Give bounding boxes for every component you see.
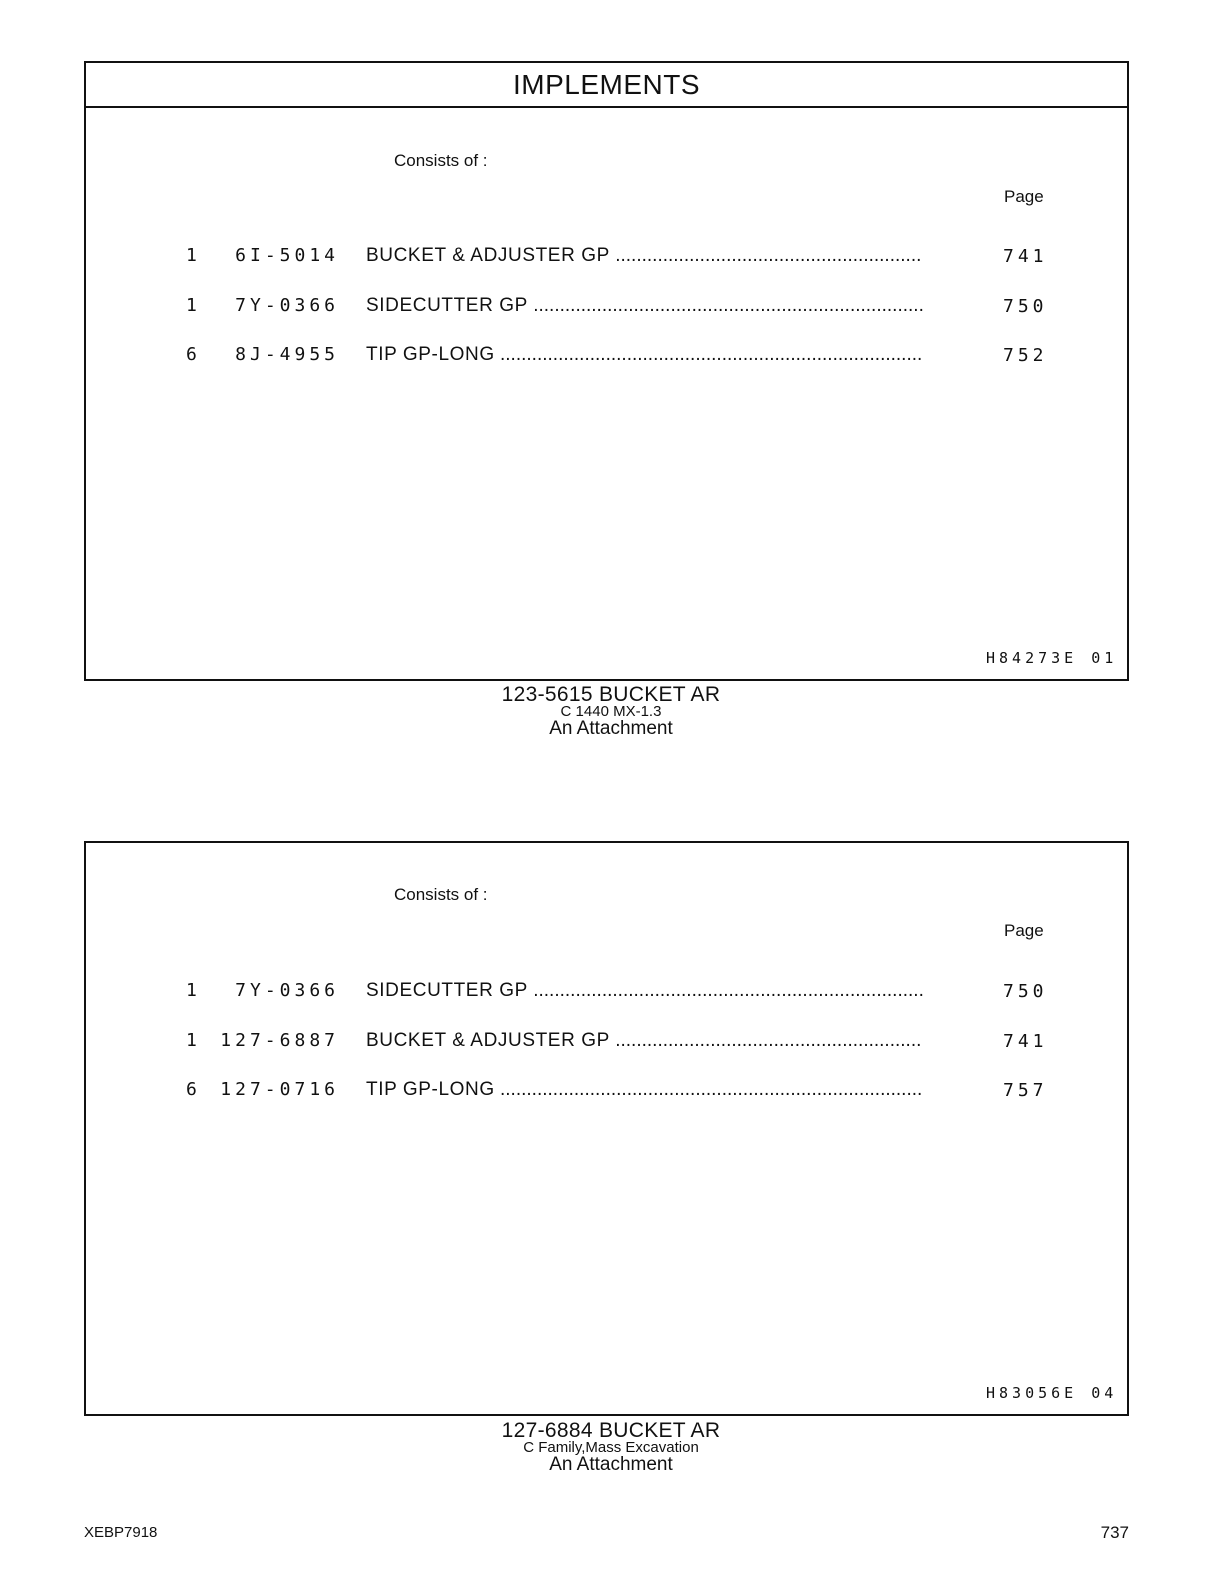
document-id: XEBP7918: [84, 1524, 158, 1541]
part-page-link[interactable]: 752: [1003, 345, 1048, 366]
part-quantity: 6: [186, 1079, 199, 1100]
part-number: 8J-4955: [235, 344, 339, 365]
drawing-sequence: 04: [1091, 1384, 1118, 1402]
part-page-link[interactable]: 741: [1003, 1030, 1048, 1052]
part-number: 7Y-0366: [235, 980, 339, 1001]
consists-of-label: Consists of :: [394, 151, 488, 170]
part-number: 127-0716: [220, 1079, 339, 1100]
part-row: [86, 245, 1127, 295]
part-quantity: 1: [186, 980, 199, 1001]
drawing-code: [986, 649, 1117, 667]
drawing-code-id: H83056E: [986, 1384, 1078, 1402]
part-quantity: 1: [186, 294, 199, 316]
panel-caption: [0, 1420, 1222, 1474]
consists-of-label: Consists of :: [394, 885, 488, 904]
part-quantity: 6: [186, 344, 199, 365]
part-row: [86, 344, 1127, 394]
caption-subtitle: C 1440 MX-1.3: [560, 703, 662, 720]
part-quantity: 1: [186, 1029, 199, 1051]
part-description: BUCKET & ADJUSTER GP .....: [366, 245, 923, 267]
caption-type: An Attachment: [549, 1454, 673, 1475]
part-row: [86, 295, 1127, 345]
caption-type: An Attachment: [549, 718, 673, 739]
part-description: TIP GP-LONG .....: [366, 1079, 923, 1101]
drawing-sequence: 01: [1091, 649, 1118, 667]
part-row: [86, 980, 1127, 1030]
parts-panel-2: [84, 841, 1129, 1416]
part-row: [86, 1079, 1127, 1129]
section-header: IMPLEMENTS: [86, 63, 1127, 108]
part-number: 7Y-0366: [235, 294, 339, 316]
part-description: SIDECUTTER GP .....: [366, 295, 923, 317]
part-description: BUCKET & ADJUSTER GP .....: [366, 1030, 923, 1052]
part-page-link[interactable]: 741: [1003, 246, 1048, 267]
part-page-link[interactable]: 750: [1003, 981, 1048, 1002]
parts-list: [86, 980, 1127, 1129]
panel-body: [86, 108, 1127, 679]
part-row: [86, 1030, 1127, 1080]
part-description: SIDECUTTER GP .....: [366, 980, 923, 1002]
part-number: 6I-5014: [235, 245, 339, 266]
drawing-code: [986, 1384, 1117, 1402]
caption-title: 123-5615 BUCKET AR: [501, 683, 721, 706]
caption-subtitle: C Family,Mass Excavation: [523, 1439, 699, 1456]
part-number: 127-6887: [220, 1029, 339, 1051]
part-description: TIP GP-LONG .....: [366, 344, 923, 366]
part-page-link[interactable]: 757: [1003, 1080, 1048, 1101]
panel-caption: [0, 684, 1222, 738]
page-column-header: Page: [1004, 921, 1044, 940]
panel-body: [86, 843, 1127, 1414]
part-page-link[interactable]: 750: [1003, 295, 1048, 317]
drawing-code-id: H84273E: [986, 649, 1078, 667]
parts-panel-1: [84, 61, 1129, 681]
part-quantity: 1: [186, 245, 199, 266]
parts-list: [86, 245, 1127, 394]
page-number: 737: [1100, 1523, 1129, 1542]
caption-title: 127-6884 BUCKET AR: [501, 1419, 721, 1442]
page-column-header: Page: [1004, 187, 1044, 206]
